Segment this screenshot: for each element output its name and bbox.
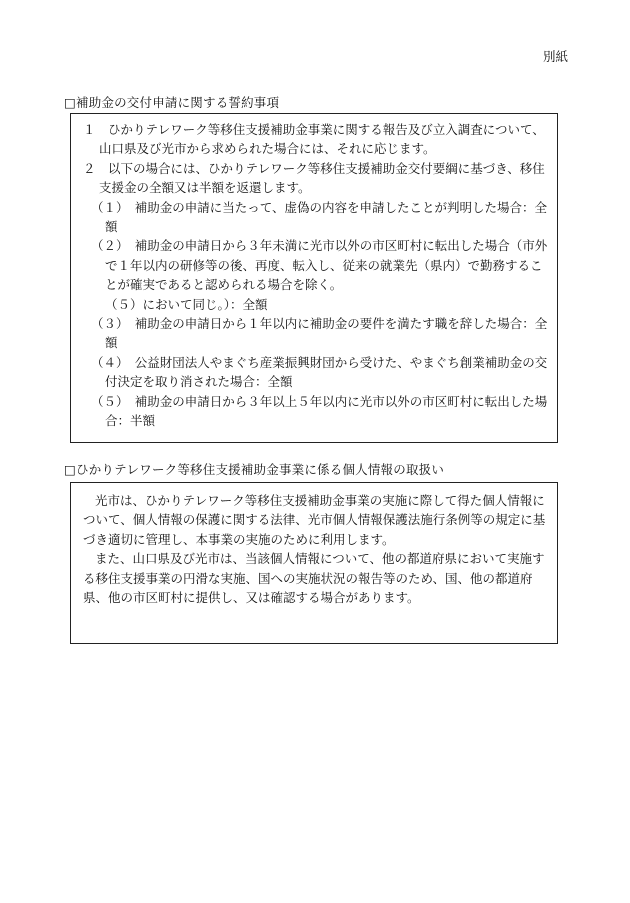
annex-label: 別紙 <box>542 49 568 64</box>
pledge-sub-4: （４） 公益財団法人やまぐち産業振興財団から受けた、やまぐち創業補助金の交付決定を取り消された場合：全額 <box>91 354 548 390</box>
section-heading-privacy: □ひかりテレワーク等移住支援補助金事業に係る個人情報の取扱い <box>64 462 445 477</box>
pledge-item-2: ２ 以下の場合には、ひかりテレワーク等移住支援補助金交付要綱に基づき、移住支援金の全額又は半額を返還します。 <box>83 160 545 196</box>
pledge-sub-5: （５） 補助金の申請日から３年以上５年以内に光市以外の市区町村に転出した場合：半額 <box>91 393 548 429</box>
pledge-sub-2: （２） 補助金の申請日から３年未満に光市以外の市区町村に転出した場合（市外で１年以内の研修等の後、再度、転入し、従来の就業先（県内）で勤務することが確実であると認められる場合を除く。 <box>91 238 548 293</box>
pledge-sub-1: （１） 補助金の申請に当たって、虚偽の内容を申請したことが判明した場合：全額 <box>91 199 548 235</box>
pledge-sub-2-continued: （５）において同じ。）：全額 <box>105 296 268 312</box>
pledge-item-1: １ ひかりテレワーク等移住支援補助金事業に関する報告及び立入調査について、山口県及び光市から求められた場合には、それに応じます。 <box>83 122 545 157</box>
pledge-sub-3: （３） 補助金の申請日から１年以内に補助金の要件を満たす職を辞した場合：全額 <box>91 316 548 351</box>
privacy-paragraph-2: また、山口県及び光市は、当該個人情報について、他の都道府県において実施する移住支援事業の円滑な実施、国への実施状況の報告等のため、国、他の都道府県、他の市区町村に提供し、又は確認する場合があります。 <box>83 551 545 606</box>
pledge-box <box>70 113 558 443</box>
privacy-box <box>70 482 558 644</box>
section-heading-pledge: □補助金の交付申請に関する誓約事項 <box>64 95 280 110</box>
privacy-paragraph-1: 光市は、ひかりテレワーク等移住支援補助金事業の実施に際して得た個人情報について、個人情報の保護に関する法律、光市個人情報保護法施行条例等の規定に基づき適切に管理し、本事業の実施のために利用します。 <box>83 493 546 547</box>
